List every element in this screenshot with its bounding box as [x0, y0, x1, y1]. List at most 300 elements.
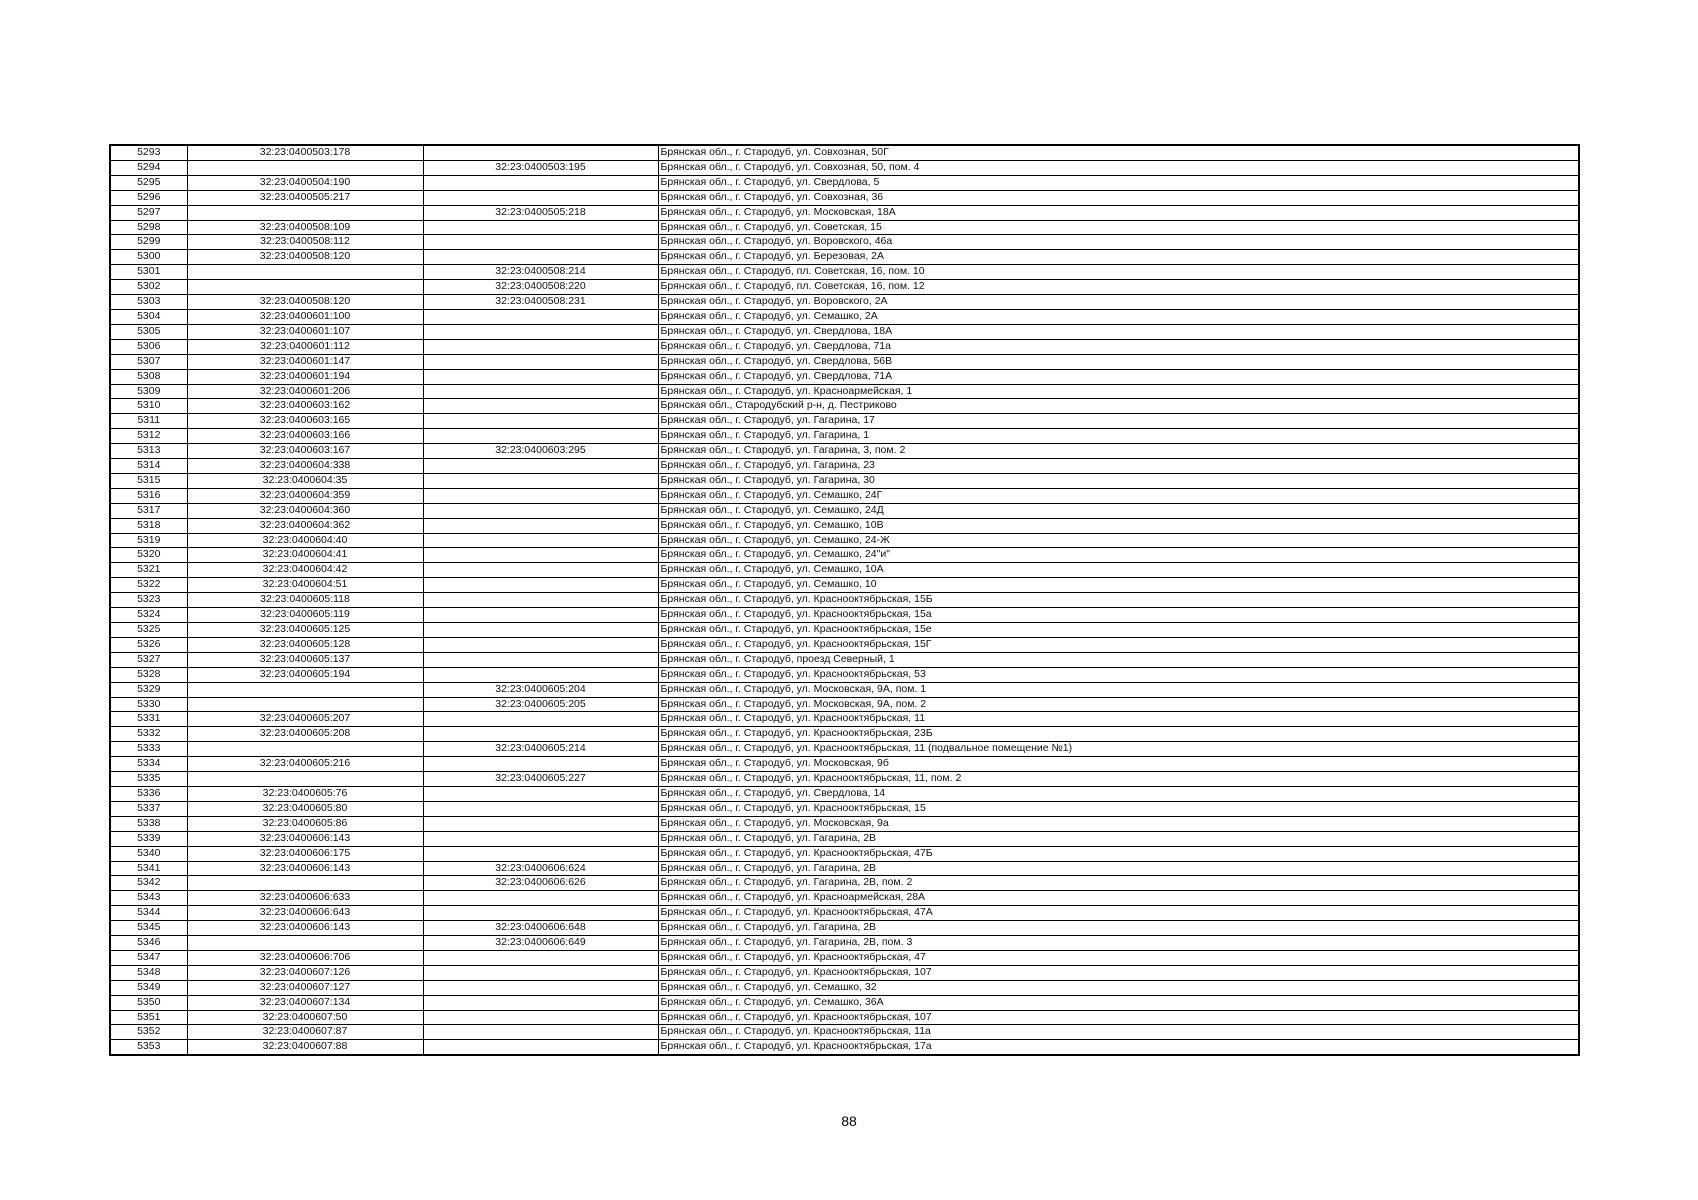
table-row: [110, 652, 1579, 667]
row-number: 5295: [110, 175, 187, 190]
cadastral-number-room: 32:23:0400605:227: [423, 772, 658, 787]
cadastral-number: 32:23:0400607:126: [187, 965, 423, 980]
cadastral-number-room: [423, 354, 658, 369]
cadastral-number-room: [423, 1025, 658, 1040]
table-row: [110, 384, 1579, 399]
table-row: [110, 190, 1579, 205]
cadastral-number: 32:23:0400606:706: [187, 950, 423, 965]
cadastral-number-room: [423, 995, 658, 1010]
cadastral-number: 32:23:0400603:165: [187, 414, 423, 429]
address: Брянская обл., г. Стародуб, ул. Краснооктябрьская, 23Б: [658, 727, 1579, 742]
table-row: [110, 846, 1579, 861]
address: Брянская обл., г. Стародуб, ул. Краснооктябрьская, 15Г: [658, 637, 1579, 652]
cadastral-number-room: 32:23:0400606:626: [423, 876, 658, 891]
address: Брянская обл., г. Стародуб, ул. Гагарина, 23: [658, 459, 1579, 474]
address: Брянская обл., г. Стародуб, ул. Березовая, 2А: [658, 250, 1579, 265]
table-row: [110, 473, 1579, 488]
address: Брянская обл., г. Стародуб, ул. Краснооктябрьская, 15е: [658, 623, 1579, 638]
cadastral-number: 32:23:0400606:143: [187, 921, 423, 936]
table-row: [110, 503, 1579, 518]
row-number: 5293: [110, 145, 187, 160]
table-row: [110, 578, 1579, 593]
address: Брянская обл., г. Стародуб, ул. Гагарина, 2В, пом. 3: [658, 936, 1579, 951]
table-row: [110, 1010, 1579, 1025]
cadastral-number-room: [423, 503, 658, 518]
cadastral-number-room: 32:23:0400503:195: [423, 160, 658, 175]
cadastral-number-room: [423, 786, 658, 801]
table-row: [110, 414, 1579, 429]
row-number: 5349: [110, 980, 187, 995]
table-row: [110, 757, 1579, 772]
table-row: [110, 995, 1579, 1010]
address: Брянская обл., г. Стародуб, ул. Гагарина, 2В: [658, 921, 1579, 936]
address: Брянская обл., г. Стародуб, ул. Краснооктябрьская, 47А: [658, 906, 1579, 921]
row-number: 5331: [110, 712, 187, 727]
table-row: [110, 712, 1579, 727]
row-number: 5329: [110, 682, 187, 697]
cadastral-number: 32:23:0400605:80: [187, 801, 423, 816]
address: Брянская обл., г. Стародуб, ул. Семашко, 24-Ж: [658, 533, 1579, 548]
table-row: [110, 727, 1579, 742]
address: Брянская обл., г. Стародуб, ул. Свердлова, 14: [658, 786, 1579, 801]
table-row: [110, 354, 1579, 369]
table-row: [110, 399, 1579, 414]
row-number: 5318: [110, 518, 187, 533]
cadastral-number: 32:23:0400601:100: [187, 309, 423, 324]
cadastral-number-room: 32:23:0400605:214: [423, 742, 658, 757]
table-row: [110, 1025, 1579, 1040]
cadastral-number-room: [423, 339, 658, 354]
address: Брянская обл., г. Стародуб, ул. Краснооктябрьская, 11а: [658, 1025, 1579, 1040]
row-number: 5342: [110, 876, 187, 891]
address: Брянская обл., г. Стародуб, ул. Красноармейская, 28А: [658, 891, 1579, 906]
address: Брянская обл., г. Стародуб, ул. Воровского, 46а: [658, 235, 1579, 250]
row-number: 5310: [110, 399, 187, 414]
cadastral-number-room: [423, 384, 658, 399]
cadastral-number: [187, 742, 423, 757]
cadastral-number: 32:23:0400505:217: [187, 190, 423, 205]
cadastral-number: 32:23:0400508:109: [187, 220, 423, 235]
row-number: 5348: [110, 965, 187, 980]
row-number: 5304: [110, 309, 187, 324]
row-number: 5326: [110, 637, 187, 652]
address: Брянская обл., г. Стародуб, ул. Совхозная, 36: [658, 190, 1579, 205]
cadastral-number: 32:23:0400508:120: [187, 250, 423, 265]
table-row: [110, 518, 1579, 533]
cadastral-number: 32:23:0400503:178: [187, 145, 423, 160]
cadastral-number: 32:23:0400601:206: [187, 384, 423, 399]
cadastral-number-room: [423, 578, 658, 593]
cadastral-number: 32:23:0400607:134: [187, 995, 423, 1010]
cadastral-number-room: [423, 757, 658, 772]
address: Брянская обл., г. Стародуб, ул. Гагарина, 1: [658, 429, 1579, 444]
address: Брянская обл., г. Стародуб, ул. Гагарина, 3, пом. 2: [658, 444, 1579, 459]
cadastral-number-room: [423, 429, 658, 444]
address: Брянская обл., г. Стародуб, ул. Свердлова, 56В: [658, 354, 1579, 369]
cadastral-number-room: 32:23:0400603:295: [423, 444, 658, 459]
row-number: 5338: [110, 816, 187, 831]
cadastral-number: 32:23:0400607:50: [187, 1010, 423, 1025]
table-row: [110, 533, 1579, 548]
address: Брянская обл., г. Стародуб, ул. Краснооктябрьская, 15а: [658, 608, 1579, 623]
cadastral-number: 32:23:0400604:51: [187, 578, 423, 593]
cadastral-number: [187, 876, 423, 891]
table-row: [110, 369, 1579, 384]
row-number: 5312: [110, 429, 187, 444]
cadastral-number-room: [423, 473, 658, 488]
cadastral-number: 32:23:0400605:118: [187, 593, 423, 608]
row-number: 5324: [110, 608, 187, 623]
row-number: 5336: [110, 786, 187, 801]
table-row: [110, 309, 1579, 324]
table-row: [110, 637, 1579, 652]
cadastral-number-room: [423, 727, 658, 742]
row-number: 5344: [110, 906, 187, 921]
cadastral-number: 32:23:0400603:167: [187, 444, 423, 459]
cadastral-number-room: [423, 459, 658, 474]
address: Брянская обл., г. Стародуб, ул. Совхозная, 50, пом. 4: [658, 160, 1579, 175]
cadastral-number-room: [423, 623, 658, 638]
address: Брянская обл., г. Стародуб, ул. Красноармейская, 1: [658, 384, 1579, 399]
row-number: 5347: [110, 950, 187, 965]
row-number: 5319: [110, 533, 187, 548]
address: Брянская обл., г. Стародуб, ул. Краснооктябрьская, 107: [658, 1010, 1579, 1025]
cadastral-number-room: [423, 652, 658, 667]
table-row: [110, 1040, 1579, 1055]
address: Брянская обл., г. Стародуб, ул. Краснооктябрьская, 17а: [658, 1040, 1579, 1055]
cadastral-number-room: [423, 712, 658, 727]
cadastral-number-room: 32:23:0400505:218: [423, 205, 658, 220]
cadastral-number-room: 32:23:0400606:624: [423, 861, 658, 876]
table-row: [110, 921, 1579, 936]
cadastral-number-room: [423, 801, 658, 816]
table-row: [110, 339, 1579, 354]
row-number: 5320: [110, 548, 187, 563]
table-row: [110, 742, 1579, 757]
row-number: 5301: [110, 265, 187, 280]
row-number: 5341: [110, 861, 187, 876]
table-row: [110, 444, 1579, 459]
table-row: [110, 235, 1579, 250]
address: Брянская обл., г. Стародуб, ул. Свердлова, 71А: [658, 369, 1579, 384]
cadastral-number: 32:23:0400601:112: [187, 339, 423, 354]
table-row: [110, 280, 1579, 295]
address: Брянская обл., г. Стародуб, ул. Семашко, 10: [658, 578, 1579, 593]
cadastral-number: 32:23:0400604:338: [187, 459, 423, 474]
cadastral-number: 32:23:0400605:137: [187, 652, 423, 667]
address: Брянская обл., г. Стародуб, ул. Краснооктябрьская, 11: [658, 712, 1579, 727]
cadastral-number-room: [423, 667, 658, 682]
table-row: [110, 324, 1579, 339]
cadastral-number-room: [423, 637, 658, 652]
cadastral-number-room: [423, 533, 658, 548]
row-number: 5340: [110, 846, 187, 861]
table-row: [110, 801, 1579, 816]
address: Брянская обл., г. Стародуб, ул. Воровского, 2А: [658, 295, 1579, 310]
row-number: 5294: [110, 160, 187, 175]
table-row: [110, 563, 1579, 578]
address: Брянская обл., Стародубский р-н, д. Пестриково: [658, 399, 1579, 414]
row-number: 5333: [110, 742, 187, 757]
address: Брянская обл., г. Стародуб, ул. Семашко, 24Г: [658, 488, 1579, 503]
address: Брянская обл., г. Стародуб, ул. Московская, 18А: [658, 205, 1579, 220]
cadastral-number: [187, 265, 423, 280]
row-number: 5334: [110, 757, 187, 772]
cadastral-number: 32:23:0400605:119: [187, 608, 423, 623]
table-row: [110, 861, 1579, 876]
row-number: 5352: [110, 1025, 187, 1040]
row-number: 5321: [110, 563, 187, 578]
address: Брянская обл., г. Стародуб, ул. Свердлова, 5: [658, 175, 1579, 190]
address: Брянская обл., г. Стародуб, ул. Семашко, 36А: [658, 995, 1579, 1010]
cadastral-number-room: [423, 324, 658, 339]
address: Брянская обл., г. Стародуб, ул. Семашко, 10В: [658, 518, 1579, 533]
cadastral-number: 32:23:0400508:120: [187, 295, 423, 310]
row-number: 5335: [110, 772, 187, 787]
cadastral-number: [187, 682, 423, 697]
cadastral-number: 32:23:0400604:362: [187, 518, 423, 533]
cadastral-number: 32:23:0400604:42: [187, 563, 423, 578]
cadastral-number-room: [423, 608, 658, 623]
address: Брянская обл., г. Стародуб, ул. Семашко, 10А: [658, 563, 1579, 578]
row-number: 5308: [110, 369, 187, 384]
cadastral-number: 32:23:0400606:143: [187, 831, 423, 846]
page-number: 88: [841, 1113, 857, 1129]
cadastral-number-room: 32:23:0400508:214: [423, 265, 658, 280]
address: Брянская обл., г. Стародуб, ул. Семашко, 24"и": [658, 548, 1579, 563]
address: Брянская обл., г. Стародуб, ул. Гагарина, 2В: [658, 831, 1579, 846]
cadastral-number-room: [423, 548, 658, 563]
address: Брянская обл., г. Стародуб, ул. Краснооктябрьская, 53: [658, 667, 1579, 682]
cadastral-number: 32:23:0400601:194: [187, 369, 423, 384]
row-number: 5299: [110, 235, 187, 250]
table-row: [110, 488, 1579, 503]
cadastral-number: 32:23:0400607:87: [187, 1025, 423, 1040]
table-row: [110, 906, 1579, 921]
table-row: [110, 250, 1579, 265]
row-number: 5302: [110, 280, 187, 295]
row-number: 5323: [110, 593, 187, 608]
table-row: [110, 205, 1579, 220]
row-number: 5317: [110, 503, 187, 518]
cadastral-number: 32:23:0400606:175: [187, 846, 423, 861]
table-row: [110, 667, 1579, 682]
address: Брянская обл., г. Стародуб, пл. Советская, 16, пом. 10: [658, 265, 1579, 280]
table-row: [110, 265, 1579, 280]
cadastral-number-room: [423, 414, 658, 429]
cadastral-number-room: [423, 220, 658, 235]
row-number: 5314: [110, 459, 187, 474]
table-row: [110, 459, 1579, 474]
cadastral-number: 32:23:0400606:643: [187, 906, 423, 921]
cadastral-number: 32:23:0400601:107: [187, 324, 423, 339]
table-row: [110, 175, 1579, 190]
address: Брянская обл., г. Стародуб, ул. Семашко, 2А: [658, 309, 1579, 324]
row-number: 5339: [110, 831, 187, 846]
address: Брянская обл., г. Стародуб, ул. Советская, 15: [658, 220, 1579, 235]
cadastral-number-room: [423, 369, 658, 384]
cadastral-number-room: [423, 980, 658, 995]
cadastral-number-room: 32:23:0400606:648: [423, 921, 658, 936]
address: Брянская обл., г. Стародуб, ул. Гагарина, 17: [658, 414, 1579, 429]
address: Брянская обл., г. Стародуб, ул. Московская, 9А, пом. 1: [658, 682, 1579, 697]
address: Брянская обл., г. Стародуб, пл. Советская, 16, пом. 12: [658, 280, 1579, 295]
cadastral-number: 32:23:0400606:143: [187, 861, 423, 876]
cadastral-number-room: [423, 906, 658, 921]
row-number: 5300: [110, 250, 187, 265]
row-number: 5345: [110, 921, 187, 936]
cadastral-number: [187, 772, 423, 787]
table-row: [110, 980, 1579, 995]
address: Брянская обл., г. Стародуб, ул. Московская, 9А, пом. 2: [658, 697, 1579, 712]
row-number: 5337: [110, 801, 187, 816]
address: Брянская обл., г. Стародуб, ул. Гагарина, 30: [658, 473, 1579, 488]
row-number: 5330: [110, 697, 187, 712]
address: Брянская обл., г. Стародуб, ул. Краснооктябрьская, 15: [658, 801, 1579, 816]
address: Брянская обл., г. Стародуб, ул. Краснооктябрьская, 107: [658, 965, 1579, 980]
address: Брянская обл., г. Стародуб, ул. Московская, 9а: [658, 816, 1579, 831]
cadastral-number-room: [423, 235, 658, 250]
cadastral-number-room: 32:23:0400606:649: [423, 936, 658, 951]
row-number: 5316: [110, 488, 187, 503]
cadastral-number-room: [423, 891, 658, 906]
table-row: [110, 429, 1579, 444]
row-number: 5346: [110, 936, 187, 951]
row-number: 5297: [110, 205, 187, 220]
row-number: 5343: [110, 891, 187, 906]
cadastral-number-room: 32:23:0400605:204: [423, 682, 658, 697]
row-number: 5296: [110, 190, 187, 205]
cadastral-number: 32:23:0400504:190: [187, 175, 423, 190]
cadastral-number-room: [423, 190, 658, 205]
row-number: 5315: [110, 473, 187, 488]
row-number: 5311: [110, 414, 187, 429]
cadastral-number-room: [423, 1040, 658, 1055]
cadastral-number: 32:23:0400605:76: [187, 786, 423, 801]
table-row: [110, 220, 1579, 235]
table-row: [110, 682, 1579, 697]
cadastral-number: [187, 697, 423, 712]
address: Брянская обл., г. Стародуб, ул. Краснооктябрьская, 47: [658, 950, 1579, 965]
address: Брянская обл., г. Стародуб, ул. Свердлова, 18А: [658, 324, 1579, 339]
cadastral-number: [187, 936, 423, 951]
row-number: 5328: [110, 667, 187, 682]
table-row: [110, 697, 1579, 712]
cadastral-number-room: [423, 593, 658, 608]
cadastral-number: 32:23:0400606:633: [187, 891, 423, 906]
cadastral-number-room: [423, 965, 658, 980]
cadastral-number: 32:23:0400605:86: [187, 816, 423, 831]
address: Брянская обл., г. Стародуб, ул. Краснооктябрьская, 11 (подвальное помещение №1): [658, 742, 1579, 757]
address: Брянская обл., г. Стародуб, ул. Краснооктябрьская, 11, пом. 2: [658, 772, 1579, 787]
row-number: 5307: [110, 354, 187, 369]
table-row: [110, 608, 1579, 623]
row-number: 5305: [110, 324, 187, 339]
cadastral-number: 32:23:0400604:360: [187, 503, 423, 518]
address: Брянская обл., г. Стародуб, ул. Гагарина, 2В: [658, 861, 1579, 876]
table-row: [110, 891, 1579, 906]
cadastral-number: 32:23:0400604:35: [187, 473, 423, 488]
cadastral-number: [187, 280, 423, 295]
cadastral-number-room: [423, 145, 658, 160]
table-row: [110, 965, 1579, 980]
cadastral-number-room: 32:23:0400508:220: [423, 280, 658, 295]
row-number: 5309: [110, 384, 187, 399]
row-number: 5351: [110, 1010, 187, 1025]
row-number: 5325: [110, 623, 187, 638]
table-row: [110, 593, 1579, 608]
cadastral-number-room: [423, 563, 658, 578]
cadastral-number-room: [423, 309, 658, 324]
address: Брянская обл., г. Стародуб, ул. Гагарина, 2В, пом. 2: [658, 876, 1579, 891]
cadastral-number: 32:23:0400605:194: [187, 667, 423, 682]
cadastral-number: 32:23:0400607:127: [187, 980, 423, 995]
table-row: [110, 831, 1579, 846]
cadastral-number: 32:23:0400604:40: [187, 533, 423, 548]
cadastral-number: 32:23:0400605:207: [187, 712, 423, 727]
table-row: [110, 786, 1579, 801]
address: Брянская обл., г. Стародуб, ул. Московская, 9б: [658, 757, 1579, 772]
cadastral-number: 32:23:0400604:41: [187, 548, 423, 563]
table-body: [110, 145, 1579, 1055]
table-row: [110, 295, 1579, 310]
address: Брянская обл., г. Стародуб, ул. Краснооктябрьская, 47Б: [658, 846, 1579, 861]
cadastral-number: 32:23:0400603:162: [187, 399, 423, 414]
table-row: [110, 950, 1579, 965]
row-number: 5327: [110, 652, 187, 667]
address: Брянская обл., г. Стародуб, ул. Семашко, 32: [658, 980, 1579, 995]
cadastral-number: 32:23:0400607:88: [187, 1040, 423, 1055]
cadastral-number: 32:23:0400605:128: [187, 637, 423, 652]
table-row: [110, 772, 1579, 787]
table-row: [110, 936, 1579, 951]
row-number: 5353: [110, 1040, 187, 1055]
table-row: [110, 816, 1579, 831]
cadastral-number-room: [423, 816, 658, 831]
row-number: 5350: [110, 995, 187, 1010]
row-number: 5306: [110, 339, 187, 354]
cadastral-number-room: [423, 175, 658, 190]
cadastral-number: 32:23:0400605:208: [187, 727, 423, 742]
cadastral-number-room: 32:23:0400605:205: [423, 697, 658, 712]
cadastral-number-room: [423, 399, 658, 414]
cadastral-number-room: 32:23:0400508:231: [423, 295, 658, 310]
table-row: [110, 160, 1579, 175]
table-row: [110, 876, 1579, 891]
table-row: [110, 623, 1579, 638]
cadastral-number: 32:23:0400603:166: [187, 429, 423, 444]
cadastral-number-room: [423, 846, 658, 861]
cadastral-number: 32:23:0400508:112: [187, 235, 423, 250]
address: Брянская обл., г. Стародуб, ул. Свердлова, 71а: [658, 339, 1579, 354]
address: Брянская обл., г. Стародуб, ул. Краснооктябрьская, 15Б: [658, 593, 1579, 608]
cadastral-number: 32:23:0400604:359: [187, 488, 423, 503]
cadastral-number-room: [423, 518, 658, 533]
cadastral-number: 32:23:0400601:147: [187, 354, 423, 369]
table-row: [110, 145, 1579, 160]
row-number: 5303: [110, 295, 187, 310]
cadastral-number-room: [423, 831, 658, 846]
cadastral-number: [187, 160, 423, 175]
row-number: 5298: [110, 220, 187, 235]
table-row: [110, 548, 1579, 563]
cadastral-number-room: [423, 1010, 658, 1025]
cadastral-number-room: [423, 488, 658, 503]
address: Брянская обл., г. Стародуб, ул. Семашко, 24Д: [658, 503, 1579, 518]
address: Брянская обл., г. Стародуб, проезд Северный, 1: [658, 652, 1579, 667]
row-number: 5313: [110, 444, 187, 459]
property-table: [109, 144, 1580, 1056]
